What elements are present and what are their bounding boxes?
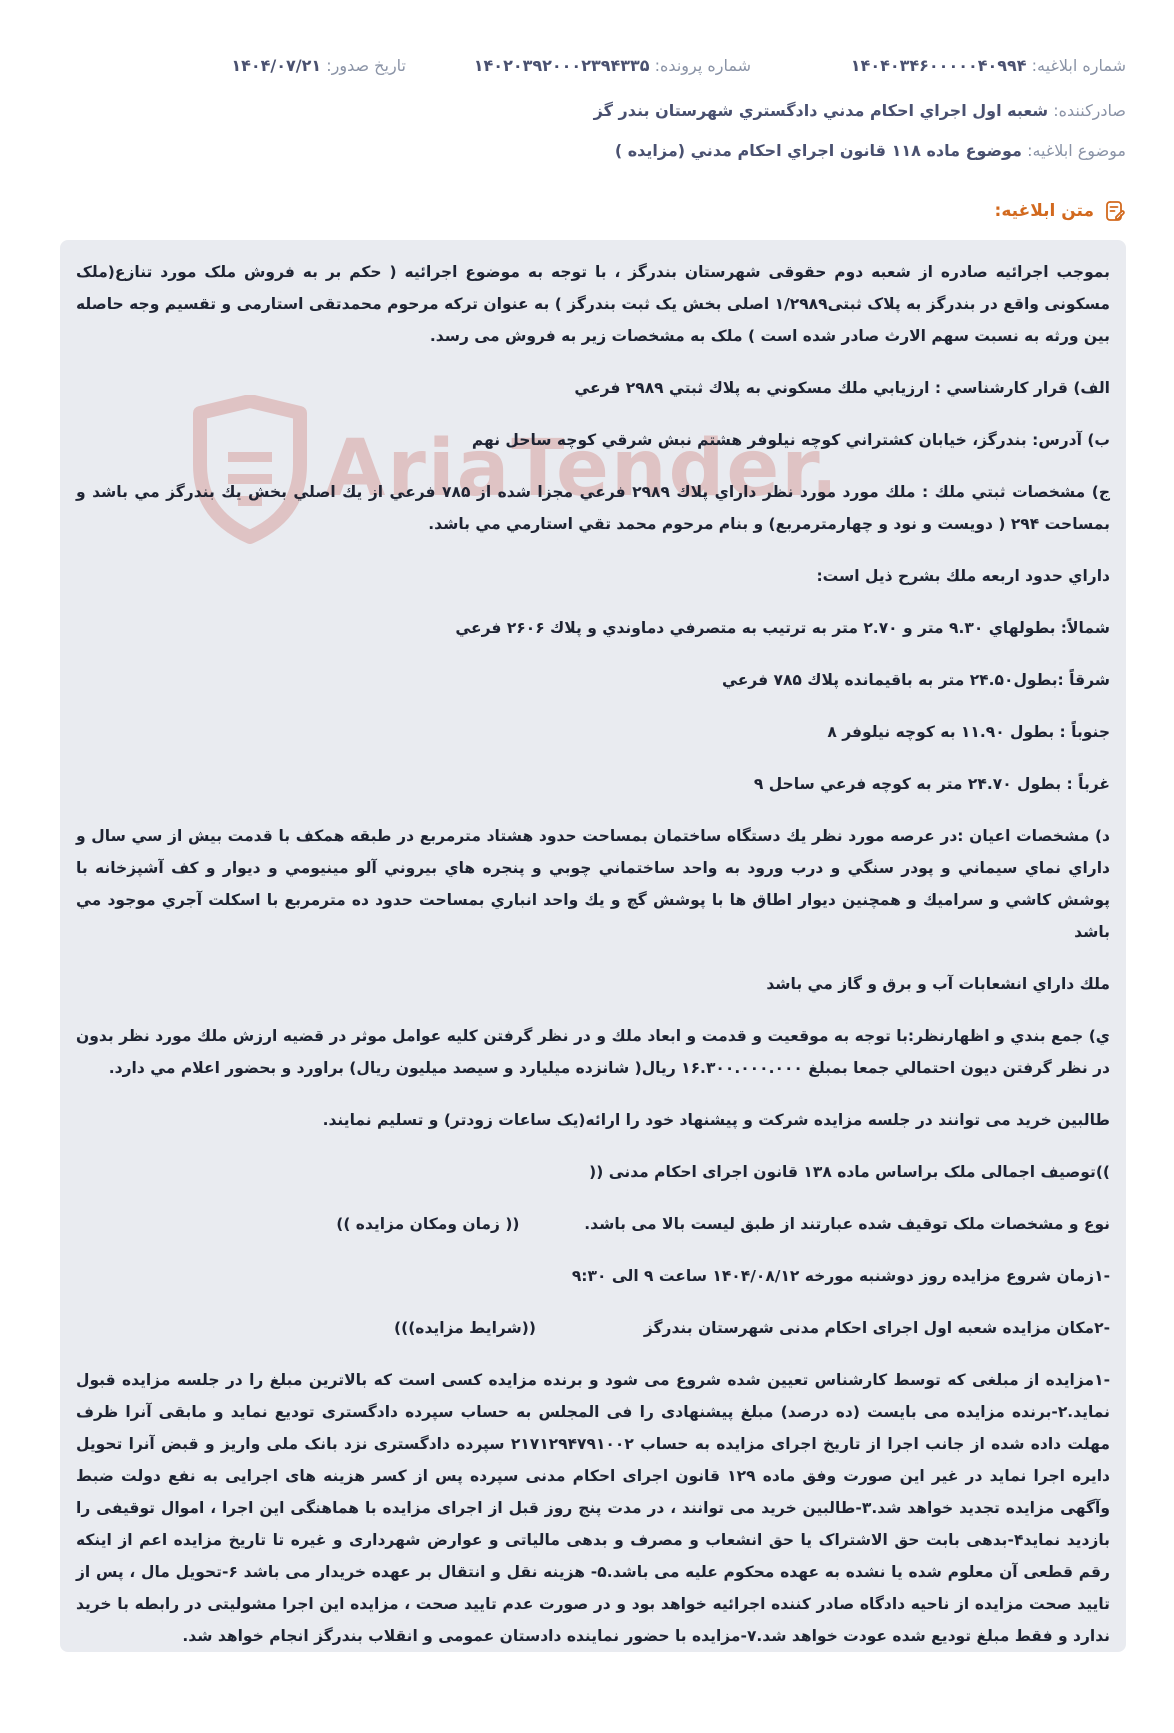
notice-text-title: متن ابلاغيه: bbox=[994, 201, 1094, 221]
case-number-value: ۱۴۰۲۰۳۹۲۰۰۰۲۳۹۴۳۳۵ bbox=[473, 56, 650, 75]
notice-number bbox=[851, 56, 1126, 75]
paragraph-description-heading: ))توصيف اجمالی ملک براساس ماده ۱۳۸ قانون اجرای احکام مدنی (( bbox=[589, 1163, 1110, 1181]
paragraph-address: ب) آدرس: بندرگز، خيابان كشتراني كوچه نيلوفر هشتم نبش شرقي كوچه ساحل نهم bbox=[471, 431, 1110, 449]
paragraph-registry: ج) مشخصات ثبتي ملك : ملك مورد مورد نظر داراي پلاك ۲۹۸۹ فرعي مجزا شده از ۷۸۵ فرعي از يك اصلي بخش يك بندرگز مي باشد و بمساحت ۲۹۴ ( دويست و نود و چهارمترمربع) و بنام مرحوم محمد تقي استارمي مي باشد. bbox=[76, 483, 1110, 533]
subject-value: موضوع ماده ۱۱۸ قانون اجراي احكام مدني (مزايده ) bbox=[614, 141, 1022, 160]
subject bbox=[40, 141, 1126, 160]
paragraph-start-time: -۱زمان شروع مزايده روز دوشنبه مورخه ۱۴۰۴/۰۸/۱۲ ساعت ۹ الی ۹:۳۰ bbox=[571, 1267, 1110, 1285]
paragraph-expert-order: الف) قرار كارشناسي : ارزيابي ملك مسكوني به پلاك ثبتي ۲۹۸۹ فرعي bbox=[574, 379, 1110, 397]
document-edit-icon bbox=[1102, 199, 1126, 223]
subject-label: موضوع ابلاغيه: bbox=[1027, 141, 1126, 160]
issue-date-value: ۱۴۰۴/۰۷/۲۱ bbox=[231, 56, 322, 75]
paragraph-south: جنوباً : بطول ۱۱.۹۰ به كوچه نيلوفر ۸ bbox=[827, 723, 1110, 741]
watermark-text: AriaTender bbox=[325, 424, 811, 514]
case-number bbox=[474, 56, 751, 75]
issue-date-label: تاريخ صدور: bbox=[326, 56, 406, 75]
paragraph-north: شمالاً: بطولهاي ۹.۳۰ متر و ۲.۷۰ متر به ترتيب به متصرفي دماوندي و پلاك ۲۶۰۶ فرعي bbox=[455, 619, 1110, 637]
issuer bbox=[40, 101, 1126, 120]
notice-text-heading bbox=[995, 199, 1126, 223]
notice-number-label: شماره ابلاغيه: bbox=[1031, 56, 1126, 75]
paragraph-intro: بموجب اجرائيه صادره از شعبه دوم حقوقی شهرستان بندرگز ، با توجه به موضوع اجرائيه ( حکم بر به فروش ملک مورد تنازع(ملک مسکونی واقع در بندرگز به پلاک ثبتی۱/۲۹۸۹ اصلی بخش يک ثبت بندرگز ) به عنوان ترکه مرحوم محمدتقی استارمی و تقسيم وجه حاصله بين ورثه به نسبت سهم الارث صادر شده است ) ملک به مشخصات زير به فروش می رسد. bbox=[76, 263, 1110, 345]
issuer-label: صادرکننده: bbox=[1053, 101, 1126, 120]
paragraph-valuation: ي) جمع بندي و اظهارنظر:با توجه به موقعيت و قدمت و ابعاد ملك و در نظر گرفتن كليه عوامل موثر در قضيه ارزش ملك مورد نظر بدون در نظر گرفتن ديون احتمالي جمعا بمبلغ ۱۶.۳۰۰.۰۰۰.۰۰۰ ريال( شانزده ميليارد و سيصد ميليون ريال) براورد و بحضور اعلام مي دارد. bbox=[76, 1027, 1110, 1077]
paragraph-bidders: طالبين خريد می توانند در جلسه مزايده شرکت و پيشنهاد خود را ارائه(يک ساعات زودتر) و تسليم نمايند. bbox=[322, 1111, 1110, 1129]
paragraph-building: د) مشخصات اعيان :در عرصه مورد نظر يك دستگاه ساختمان بمساحت حدود هشتاد مترمربع در طبقه همكف با قدمت بيش از سي سال و داراي نماي سيماني و پودر سنگي و درب ورود به واحد ساختماني چوبي و پنجره هاي بيروني آلو مينيومي و ديوار و كف آشپزخانه با پوشش كاشي و سراميك و همچنين ديوار اطاق ها با پوشش گچ و يك واحد انباري بمساحت حدود ده مترمربع با اسكلت آجري موجود مي باشد bbox=[76, 827, 1110, 941]
case-number-label: شماره پرونده: bbox=[654, 56, 751, 75]
paragraph-east: شرقاً :بطول۲۴.۵۰ متر به باقيمانده پلاك ۷۸۵ فرعي bbox=[722, 671, 1110, 689]
issue-date bbox=[231, 56, 406, 75]
notice-number-value: ۱۴۰۴۰۳۴۶۰۰۰۰۰۴۰۹۹۴ bbox=[850, 56, 1027, 75]
paragraph-conditions: -۱مزايده از مبلغی که توسط کارشناس تعيين شده شروع می شود و برنده مزايده کسی است که بالاترين مبلغ را در جلسه مزايده قبول نمايد.۲-برنده مزايده می بايست (ده درصد) مبلغ پيشنهادی را فی المجلس به حساب سپرده دادگستری توديع نمايد و مابقی آنرا ظرف مهلت داده شده از جانب اجرا از تاريخ اجرای مزايده به حساب ۲۱۷۱۲۹۴۷۹۱۰۰۲ سپرده دادگستری نزد بانک ملی واريز و قبض آنرا تحويل دايره اجرا نمايد در غير اين صورت وفق ماده ۱۲۹ قانون اجرای احکام مدنی سپرده پس از کسر هزينه های اجرايی به نفع دولت ضبط وآگهی مزايده تجديد خواهد شد.۳-طالبين خريد می توانند ، در مدت پنج روز قبل از اجرای مزايده با هماهنگی اين اجرا ، اموال توقيفی را بازديد نمايد۴-بدهی بابت حق الاشتراک يا حق انشعاب و مصرف و بدهی مالياتی و عوارض شهرداری و غيره تا تاريخ مزايده اعم از اينکه رقم قطعی آن معلوم شده يا نشده به عهده محکوم عليه می باشد.۵- هزينه نقل و انتقال بر عهده خريدار می باشد ۶-تحويل مال ، پس از تاييد صحت مزايده از ناحيه دادگاه صادر کننده اجرائيه خواهد بود و در صورت عدم تاييد صحت ، مزايده اين اجرا مشوليتی در رابطه با خريد ندارد و فقط مبلغ توديع شده عودت خواهد شد.۷-مزايده با حضور نماينده دادستان عمومی و انقلاب بندرگز انجام خواهد شد. bbox=[76, 1371, 1110, 1645]
paragraph-place-conditions: -۲مکان مزايده شعبه اول اجرای احکام مدنی شهرستان بندرگز ((شرايط مزايده))) bbox=[394, 1319, 1110, 1337]
paragraph-type-time-place: نوع و مشخصات ملک توقيف شده عبارتند از طبق ليست بالا می باشد. (( زمان ومکان مزايده )) bbox=[336, 1215, 1110, 1233]
paragraph-west: غرباً : بطول ۲۴.۷۰ متر به كوچه فرعي ساحل ۹ bbox=[753, 775, 1110, 793]
paragraph-boundaries-intro: داراي حدود اربعه ملك بشرح ذيل است: bbox=[816, 567, 1110, 585]
notice-body bbox=[76, 256, 1110, 1672]
paragraph-utilities: ملك داراي انشعابات آب و برق و گاز مي باشد bbox=[766, 975, 1110, 993]
issuer-value: شعبه اول اجراي احکام مدني دادگستري شهرستان بندر گز bbox=[593, 101, 1049, 120]
